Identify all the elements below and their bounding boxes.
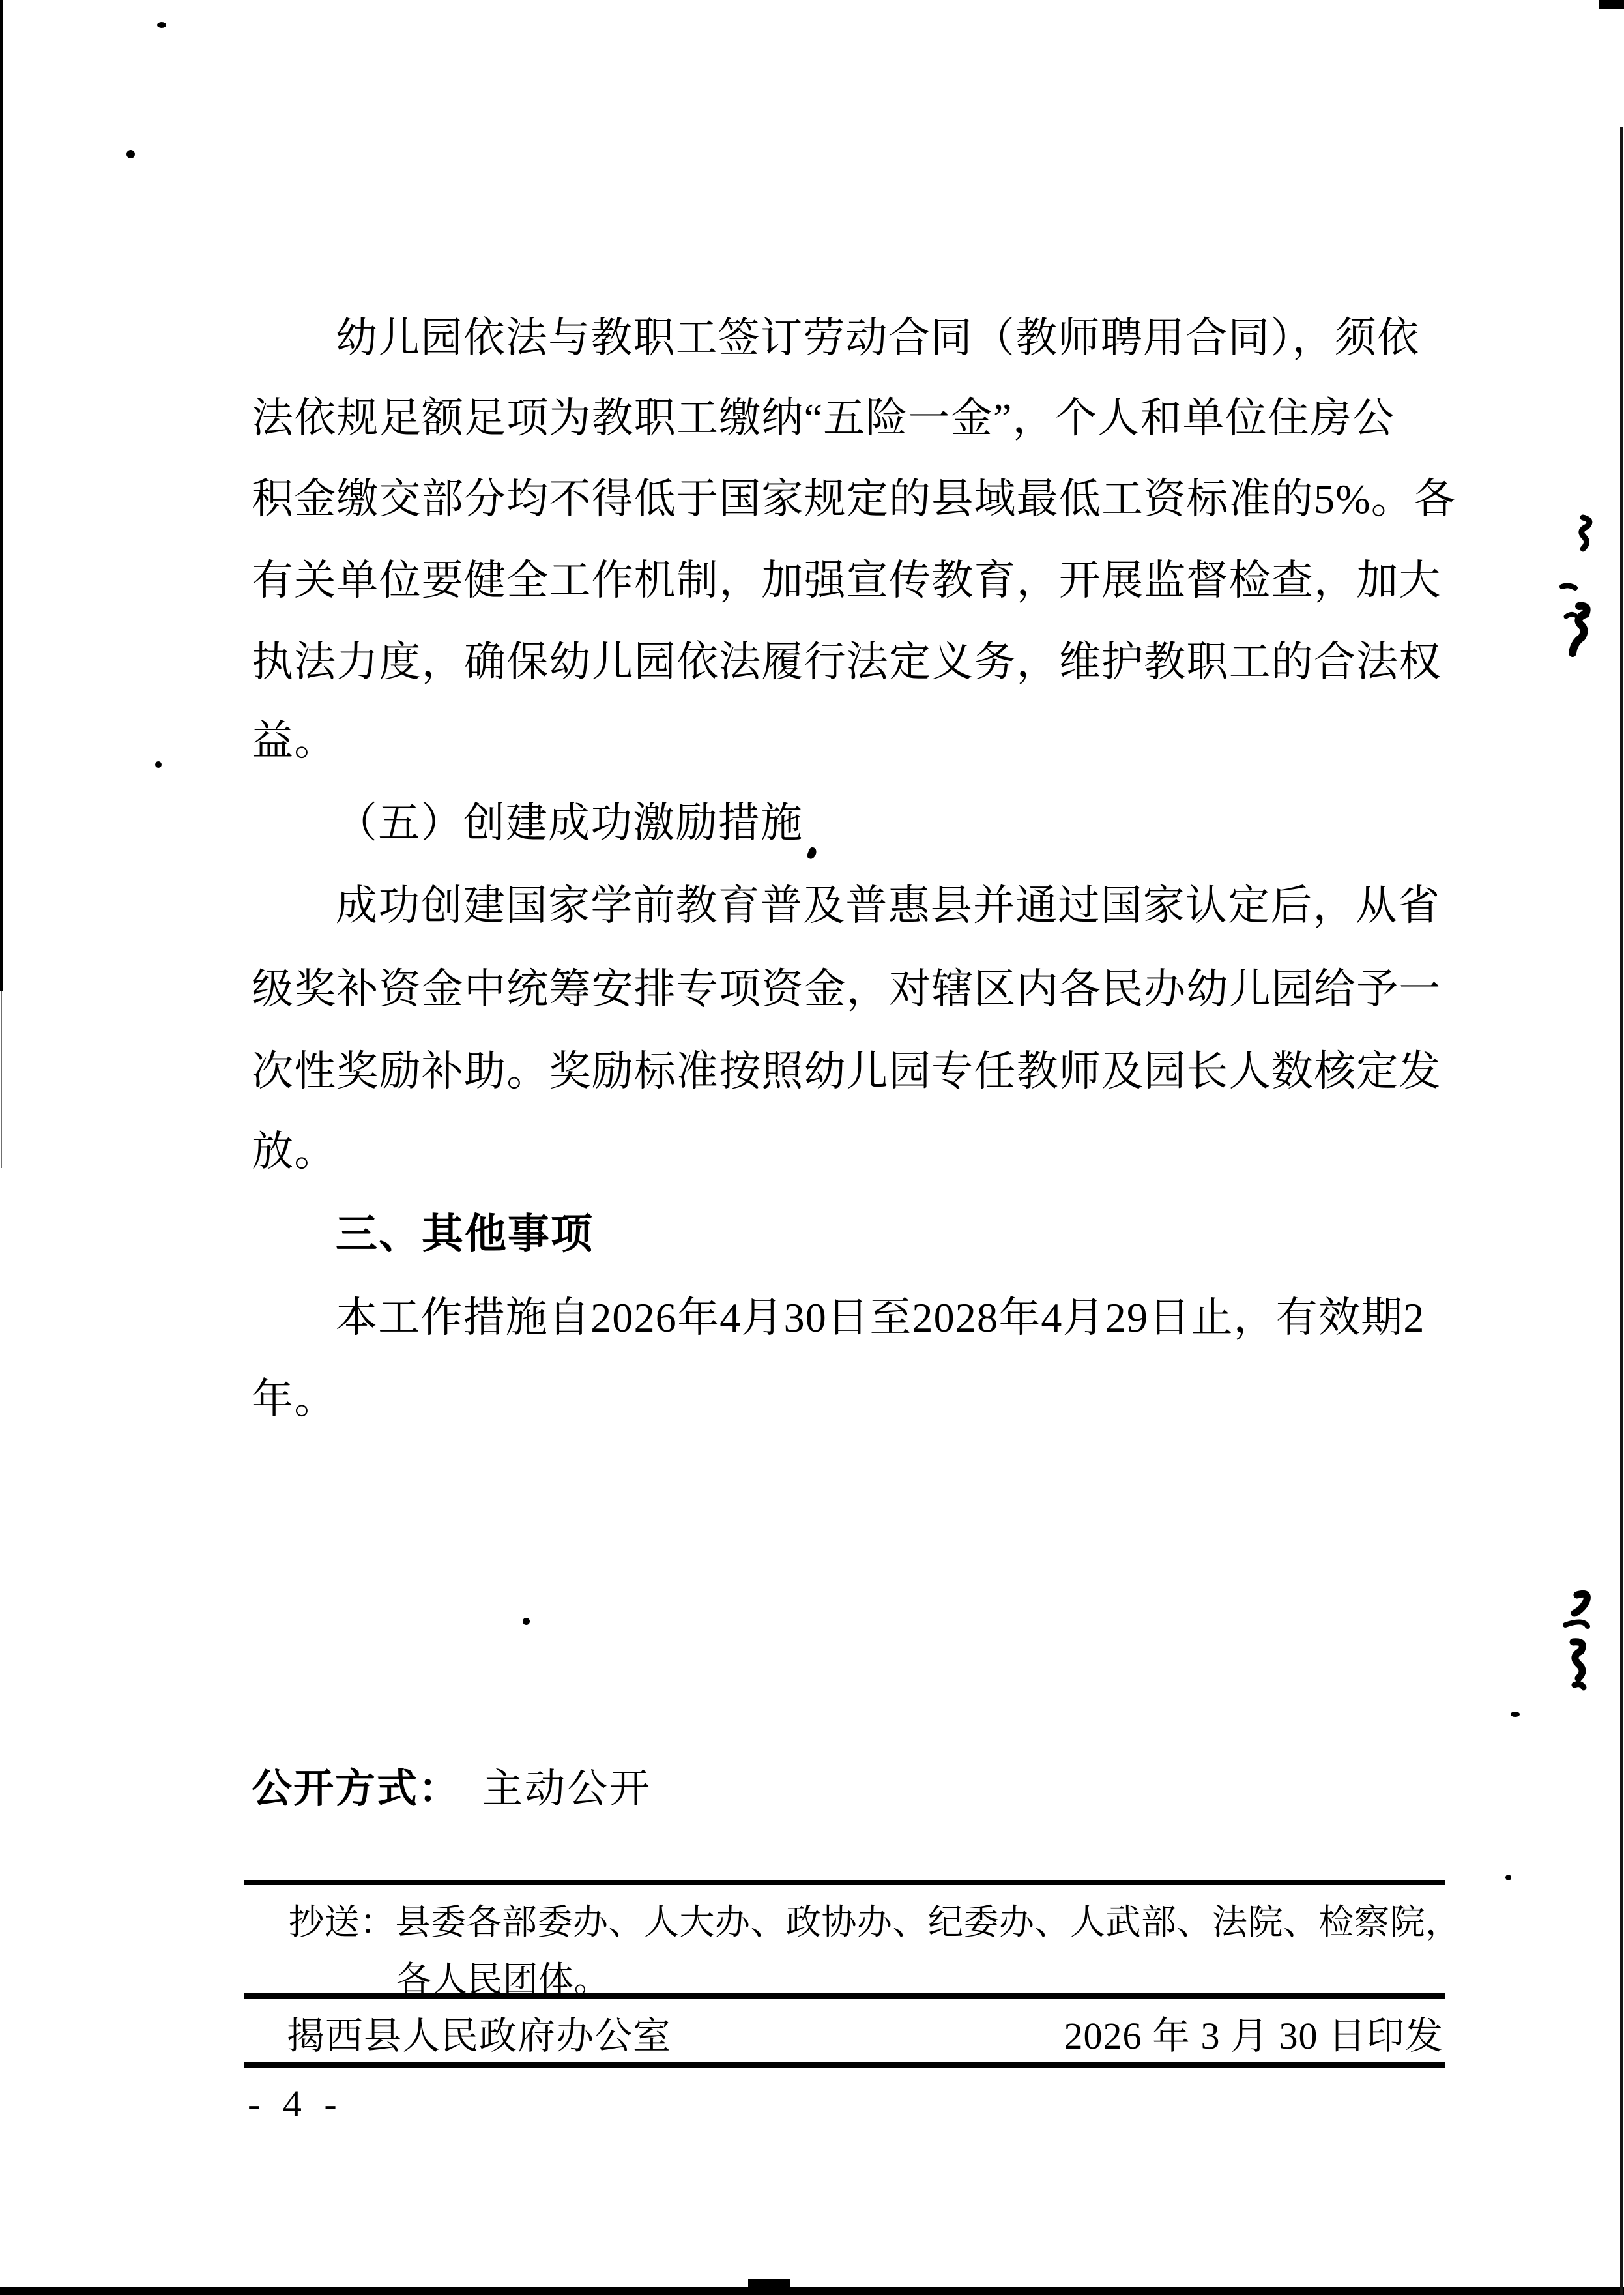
print-date: 2026 年 3 月 30 日印发 <box>1064 2015 1443 2057</box>
body-line: 法依规足额足项为教职工缴纳“五险一金”，个人和单位住房公 <box>252 395 1395 441</box>
body-line: 成功创建国家学前教育普及普惠县并通过国家认定后，从省 <box>336 883 1441 929</box>
cc-label: 抄送： <box>289 1903 396 1942</box>
cc-line-1 <box>289 1894 1461 1944</box>
body-line: 益。 <box>252 718 337 764</box>
page-edge-bottom-mark <box>748 2279 790 2288</box>
body-line: 放。 <box>252 1128 337 1175</box>
body-line: 年。 <box>252 1376 337 1422</box>
scan-speck <box>1505 1875 1511 1880</box>
page-edge-left-faint <box>1 991 2 1168</box>
body-line: 有关单位要健全工作机制，加强宣传教育，开展监督检查，加大 <box>252 557 1442 604</box>
body-line: 执法力度，确保幼儿园依法履行法定义务，维护教职工的合法权 <box>252 639 1442 685</box>
body-line: 级奖补资金中统筹安排专项资金，对辖区内各民办幼儿园给予一 <box>252 966 1442 1012</box>
page-corner-mark <box>1599 0 1624 9</box>
publicity-method-row <box>252 1756 652 1814</box>
body-line: 积金缴交部分均不得低于国家规定的县域最低工资标准的5%。各 <box>252 476 1457 522</box>
scan-speck <box>1511 1712 1520 1717</box>
section-heading-5: （五）创建成功激励措施 <box>336 800 804 846</box>
body-line: 幼儿园依法与教职工签订劳动合同（教师聘用合同），须依 <box>336 315 1420 361</box>
scan-speck <box>157 22 166 28</box>
scan-speck <box>523 1618 530 1625</box>
footer-divider-top <box>244 1880 1445 1885</box>
ink-smudge <box>1558 1587 1603 1704</box>
issuing-office: 揭西县人民政府办公室 <box>287 2015 672 2057</box>
colophon-row <box>287 2005 1443 2060</box>
section-heading-other-matters: 三、其他事项 <box>336 1210 594 1257</box>
ink-smudge <box>1554 508 1600 665</box>
publicity-method-label: 公开方式： <box>252 1766 461 1811</box>
scan-speck <box>806 846 818 860</box>
footer-divider-bottom <box>244 2062 1445 2068</box>
publicity-method-value: 主动公开 <box>482 1767 652 1811</box>
body-line: 本工作措施自2026年4月30日至2028年4月29日止，有效期2 <box>336 1294 1425 1341</box>
page-edge-bottom <box>0 2287 1624 2295</box>
page-edge-right <box>1620 127 1623 2295</box>
page-number: - 4 - <box>248 2083 343 2125</box>
page-edge-left <box>0 0 3 991</box>
cc-recipients: 县委各部委办、人大办、政协办、纪委办、人武部、法院、检察院， <box>395 1903 1461 1942</box>
body-line: 次性奖励补助。奖励标准按照幼儿园专任教师及园长人数核定发 <box>252 1048 1442 1094</box>
scan-speck <box>155 761 162 768</box>
scan-speck <box>126 150 135 158</box>
cc-line-2: 各人民团体。 <box>396 1960 609 1999</box>
